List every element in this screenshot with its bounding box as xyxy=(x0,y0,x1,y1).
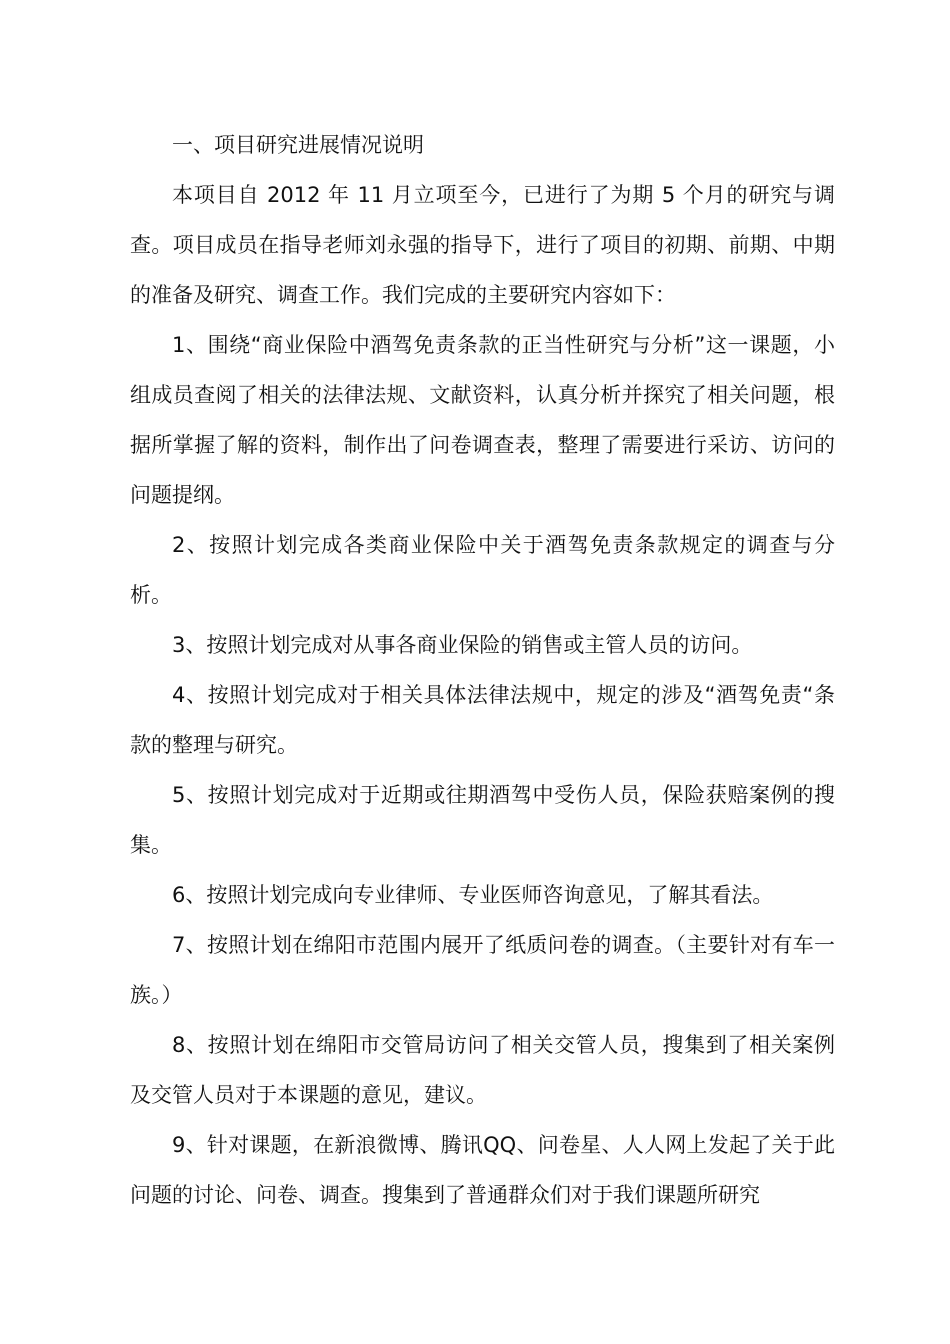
paragraph-item-4: 4、按照计划完成对于相关具体法律法规中，规定的涉及“酒驾免责“条款的整理与研究。 xyxy=(130,683,835,757)
paragraph-item-6: 6、按照计划完成向专业律师、专业医师咨询意见，了解其看法。 xyxy=(172,883,774,907)
paragraph-item-8: 8、按照计划在绵阳市交管局访问了相关交管人员，搜集到了相关案例及交管人员对于本课题的意见，建议。 xyxy=(130,1033,835,1107)
paragraph-item-7: 7、按照计划在绵阳市范围内展开了纸质问卷的调查。（主要针对有车一族。） xyxy=(130,933,835,1007)
paragraph-item-5: 5、按照计划完成对于近期或往期酒驾中受伤人员，保险获赔案例的搜集。 xyxy=(130,783,835,857)
paragraph-intro: 本项目自 2012 年 11 月立项至今，已进行了为期 5 个月的研究与调查。项目成员在指导老师刘永强的指导下，进行了项目的初期、前期、中期的准备及研究、调查工作。我们完成的主要研究内容如下： xyxy=(130,183,835,307)
document-body xyxy=(130,120,835,1220)
paragraph-item-3: 3、按照计划完成对从事各商业保险的销售或主管人员的访问。 xyxy=(172,633,753,657)
section-heading: 一、项目研究进展情况说明 xyxy=(172,133,424,157)
paragraph-item-1: 1、围绕“商业保险中酒驾免责条款的正当性研究与分析”这一课题，小组成员查阅了相关的法律法规、文献资料，认真分析并探究了相关问题，根据所掌握了解的资料，制作出了问卷调查表，整理了需要进行采访、访问的问题提纲。 xyxy=(130,333,835,507)
paragraph-item-2: 2、按照计划完成各类商业保险中关于酒驾免责条款规定的调查与分析。 xyxy=(130,533,835,607)
paragraph-item-9: 9、针对课题，在新浪微博、腾讯QQ、问卷星、人人网上发起了关于此问题的讨论、问卷、调查。搜集到了普通群众们对于我们课题所研究 xyxy=(130,1133,835,1207)
